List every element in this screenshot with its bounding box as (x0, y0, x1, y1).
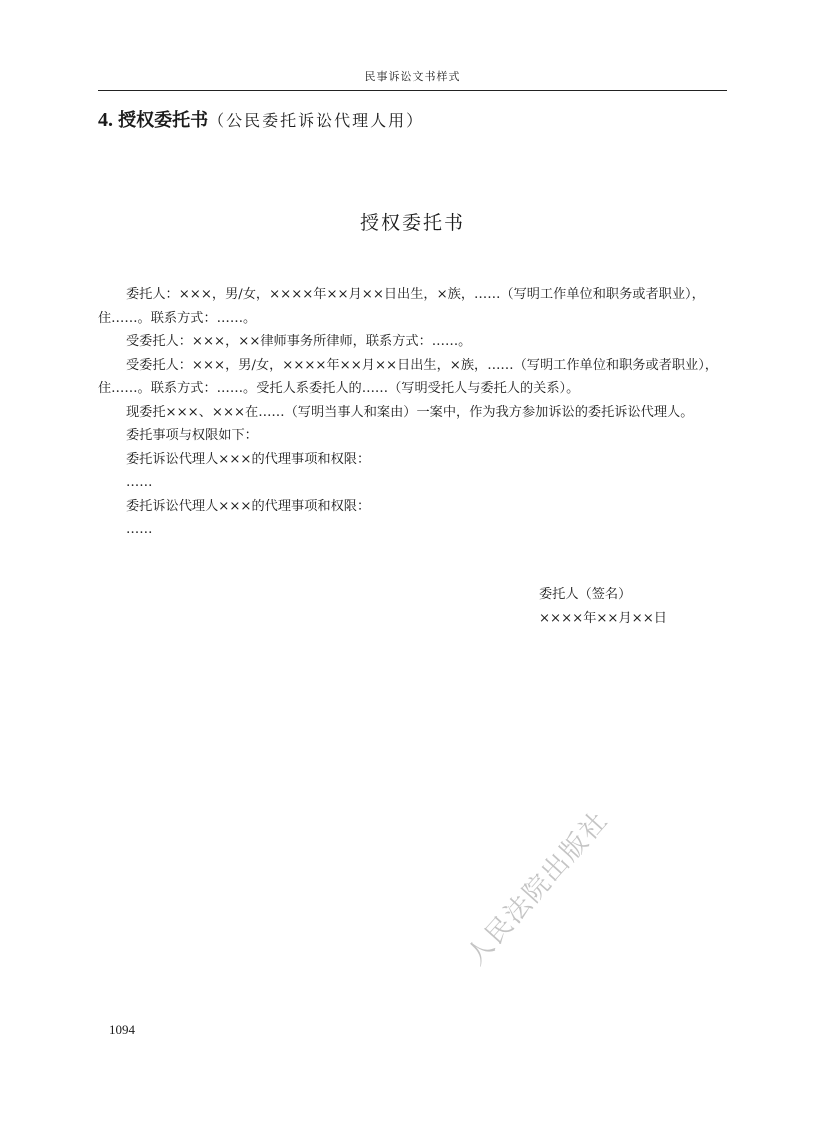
paragraph-scope-intro: 委托事项与权限如下： (126, 428, 258, 443)
page-number: 1094 (109, 1022, 135, 1037)
signature-block (539, 583, 667, 630)
signature-label: 委托人（签名） (539, 587, 632, 602)
running-header: 民事诉讼文书样式 (364, 70, 461, 83)
paragraph-agent-scope-1: 委托诉讼代理人×××的代理事项和权限： (126, 451, 371, 467)
section-title: 授权委托书 (118, 110, 209, 131)
signature-date: ××××年××月××日 (539, 610, 667, 626)
paragraph-principal: 委托人：×××，男/女，××××年××月××日出生，×族，……（写明工作单位和职务或者职业），住……。联系方式：……。 (98, 287, 705, 326)
paragraph-ellipsis-2: …… (126, 522, 153, 537)
header-rule (98, 90, 727, 91)
section-number: 4. (98, 109, 113, 131)
document-title: 授权委托书 (359, 212, 465, 234)
paragraph-ellipsis-1: …… (126, 475, 153, 490)
paragraph-agent-citizen: 受委托人：×××，男/女，××××年××月××日出生，×族，……（写明工作单位和职务或者职业），住……。联系方式：……。受托人系委托人的……（写明受托人与委托人的关系）。 (98, 357, 718, 396)
section-heading (98, 106, 424, 132)
publisher-watermark: 人民法院出版社 (461, 805, 615, 972)
paragraph-agent-scope-2: 委托诉讼代理人×××的代理事项和权限： (126, 498, 371, 514)
document-body (98, 283, 730, 542)
paragraph-entrustment: 现委托×××、×××在……（写明当事人和案由）一案中，作为我方参加诉讼的委托诉讼代理人。 (126, 404, 694, 420)
section-subtitle: （公民委托诉讼代理人用） (208, 111, 425, 130)
paragraph-agent-lawyer: 受委托人：×××，××律师事务所律师，联系方式：……。 (126, 334, 472, 349)
